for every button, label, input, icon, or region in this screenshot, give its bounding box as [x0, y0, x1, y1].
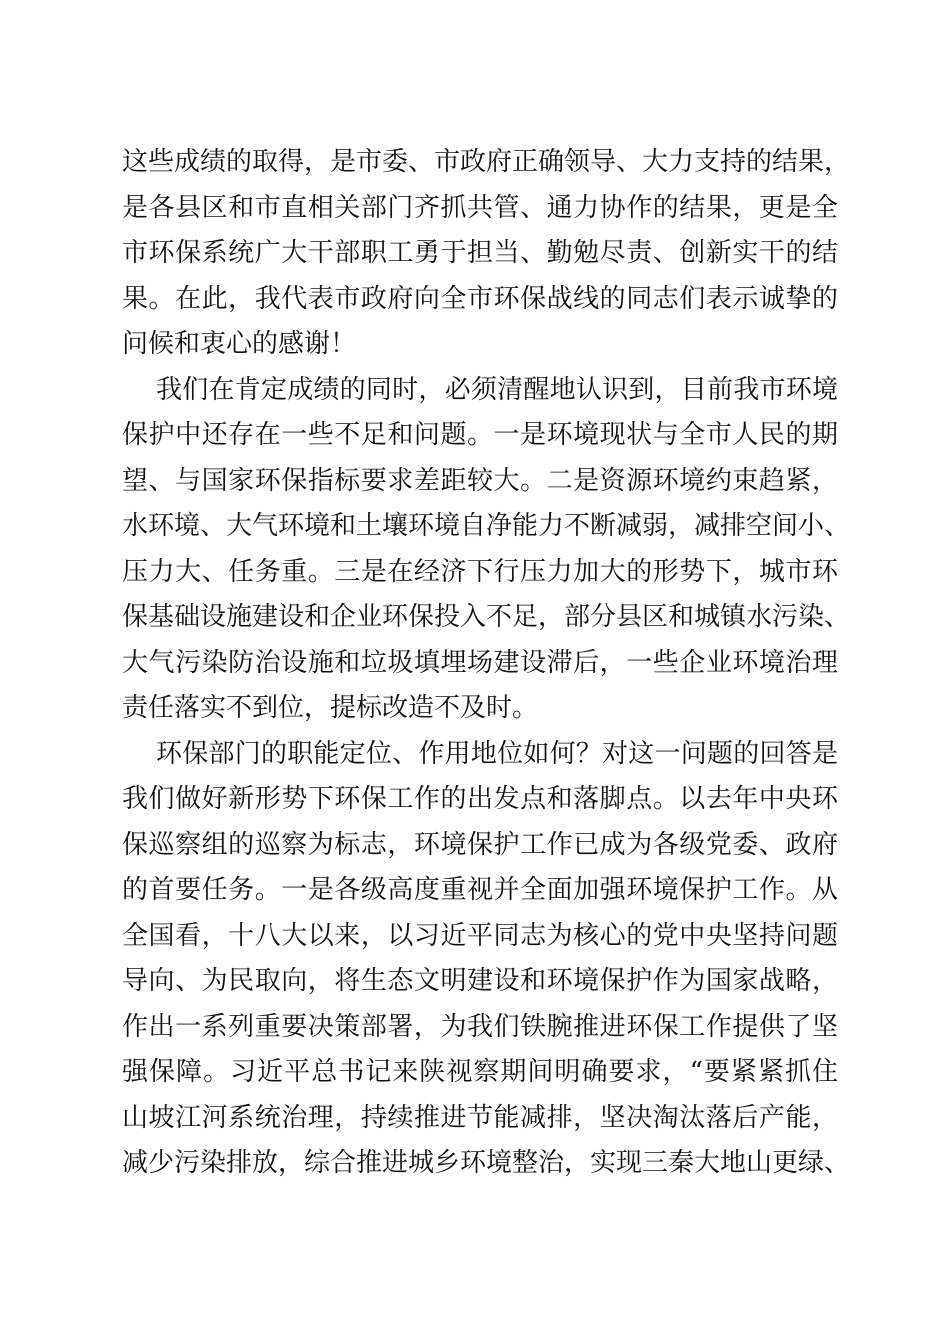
text-line: 山坡江河系统治理，持续推进节能减排，坚决淘汰落后产能， — [122, 1102, 838, 1133]
text-line: 问候和衷心的感谢！ — [122, 329, 357, 359]
text-line: 强保障。习近平总书记来陕视察期间明确要求，“要紧紧抓住 — [122, 1057, 838, 1087]
text-line: 果。在此，我代表市政府向全市环保战线的同志们表示诚挚的 — [122, 283, 838, 314]
paragraph-3 — [122, 732, 851, 1187]
text-line: 保巡察组的巡察为标志，环境保护工作已成为各级党委、政府 — [122, 829, 838, 860]
text-line: 全国看，十八大以来，以习近平同志为核心的党中央坚持问题 — [122, 920, 838, 951]
paragraph-1 — [122, 140, 851, 368]
text-line: 导向、为民取向，将生态文明建设和环境保护作为国家战略， — [122, 966, 838, 996]
document-body — [122, 140, 851, 1187]
text-line: 压力大、任务重。三是在经济下行压力加大的形势下，城市环 — [122, 556, 838, 587]
text-line: 作出一系列重要决策部署，为我们铁腕推进环保工作提供了坚 — [122, 1011, 838, 1042]
text-line: 责任落实不到位，提标改造不及时。 — [122, 693, 539, 723]
text-line: 水环境、大气环境和土壤环境自净能力不断减弱，减排空间小、 — [122, 511, 851, 541]
text-line: 我们做好新形势下环保工作的出发点和落脚点。以去年中央环 — [122, 784, 838, 814]
paragraph-2 — [122, 368, 851, 732]
text-line: 保护中还存在一些不足和问题。一是环境现状与全市人民的期 — [122, 420, 838, 450]
text-line: 市环保系统广大干部职工勇于担当、勤勉尽责、创新实干的结 — [122, 238, 838, 268]
text-line: 望、与国家环保指标要求差距较大。二是资源环境约束趋紧， — [122, 465, 838, 496]
text-line: 保基础设施建设和企业环保投入不足，部分县区和城镇水污染、 — [122, 602, 851, 632]
text-line: 大气污染防治设施和垃圾填埋场建设滞后，一些企业环境治理 — [122, 647, 838, 678]
text-line: 环保部门的职能定位、作用地位如何？对这一问题的回答是 — [156, 738, 838, 769]
text-line: 我们在肯定成绩的同时，必须清醒地认识到，目前我市环境 — [156, 374, 838, 405]
text-line: 这些成绩的取得，是市委、市政府正确领导、大力支持的结果， — [122, 147, 851, 177]
text-line: 减少污染排放，综合推进城乡环境整治，实现三秦大地山更绿、 — [122, 1148, 851, 1178]
text-line: 的首要任务。一是各级高度重视并全面加强环境保护工作。从 — [122, 875, 838, 905]
text-line: 是各县区和市直相关部门齐抓共管、通力协作的结果，更是全 — [122, 192, 838, 223]
